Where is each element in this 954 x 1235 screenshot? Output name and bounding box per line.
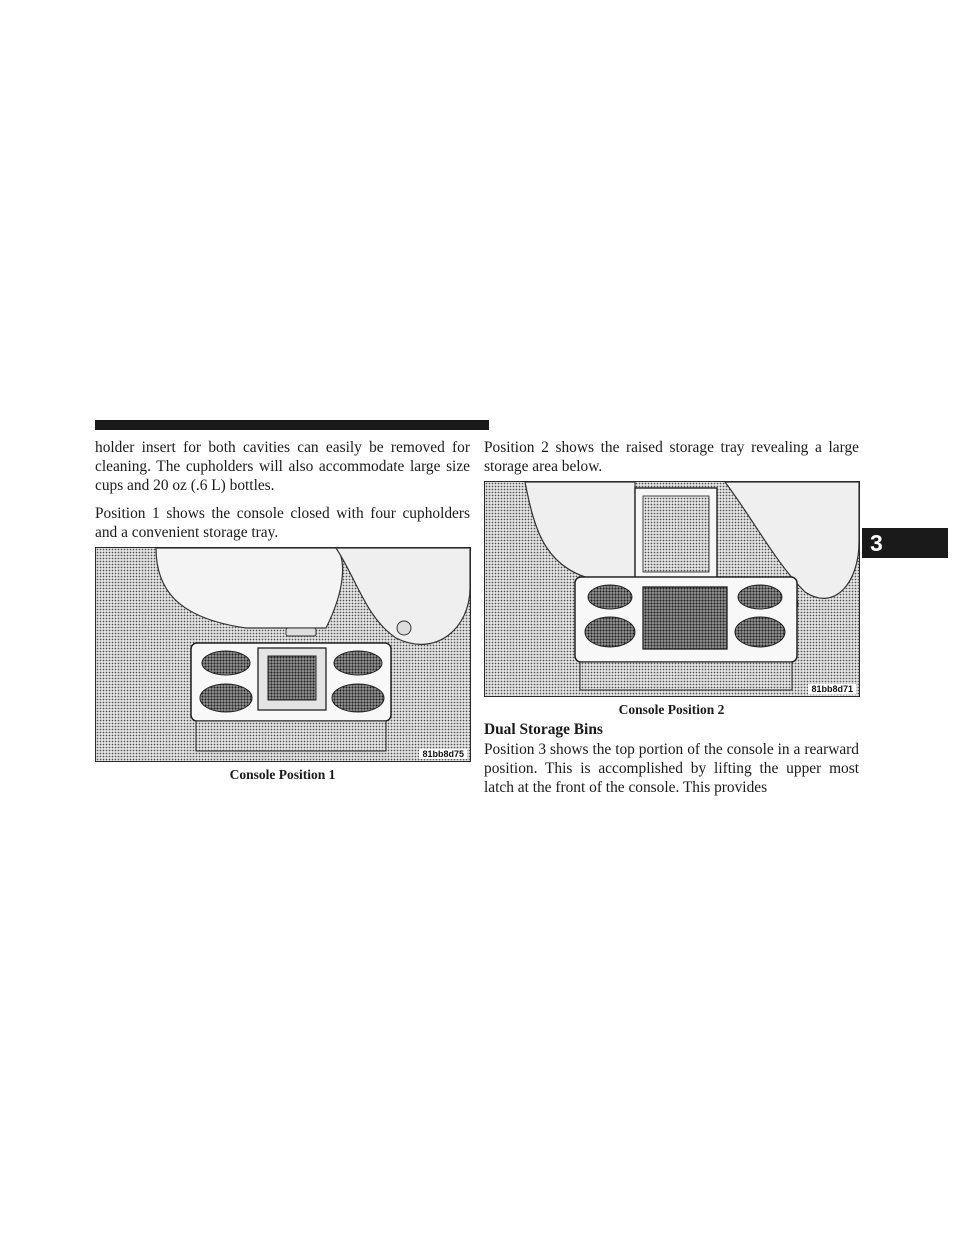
console-position-1-illustration (95, 547, 471, 762)
console-position-2-illustration (484, 481, 860, 697)
section-heading: Dual Storage Bins (484, 721, 603, 738)
console-illustration-drawing (96, 548, 470, 761)
paragraph: Position 2 shows the raised storage tray revealing a large storage area below. (484, 439, 859, 475)
figure-caption: Console Position 2 (618, 702, 725, 717)
figure-caption: Console Position 1 (229, 767, 336, 782)
right-column-continued (484, 740, 859, 797)
paragraph: Position 1 shows the console closed with four cupholders and a convenient storage tray. (95, 505, 470, 541)
figure-code: 81bb8d71 (808, 684, 856, 694)
section-rule (95, 420, 489, 430)
paragraph: holder insert for both cavities can easily be removed for cleaning. The cupholders will also accommodate large size cups and 20 oz (.6 L) bottles. (95, 439, 470, 494)
console-illustration-drawing (485, 482, 859, 696)
paragraph: Position 3 shows the top portion of the console in a rearward position. This is accomplished by lifting the upper most latch at the front of the console. This provides (484, 741, 859, 796)
chapter-tab (862, 528, 948, 558)
chapter-number: 3 (870, 530, 883, 556)
right-column (484, 438, 859, 476)
figure-code: 81bb8d75 (419, 749, 467, 759)
left-column (95, 438, 470, 542)
